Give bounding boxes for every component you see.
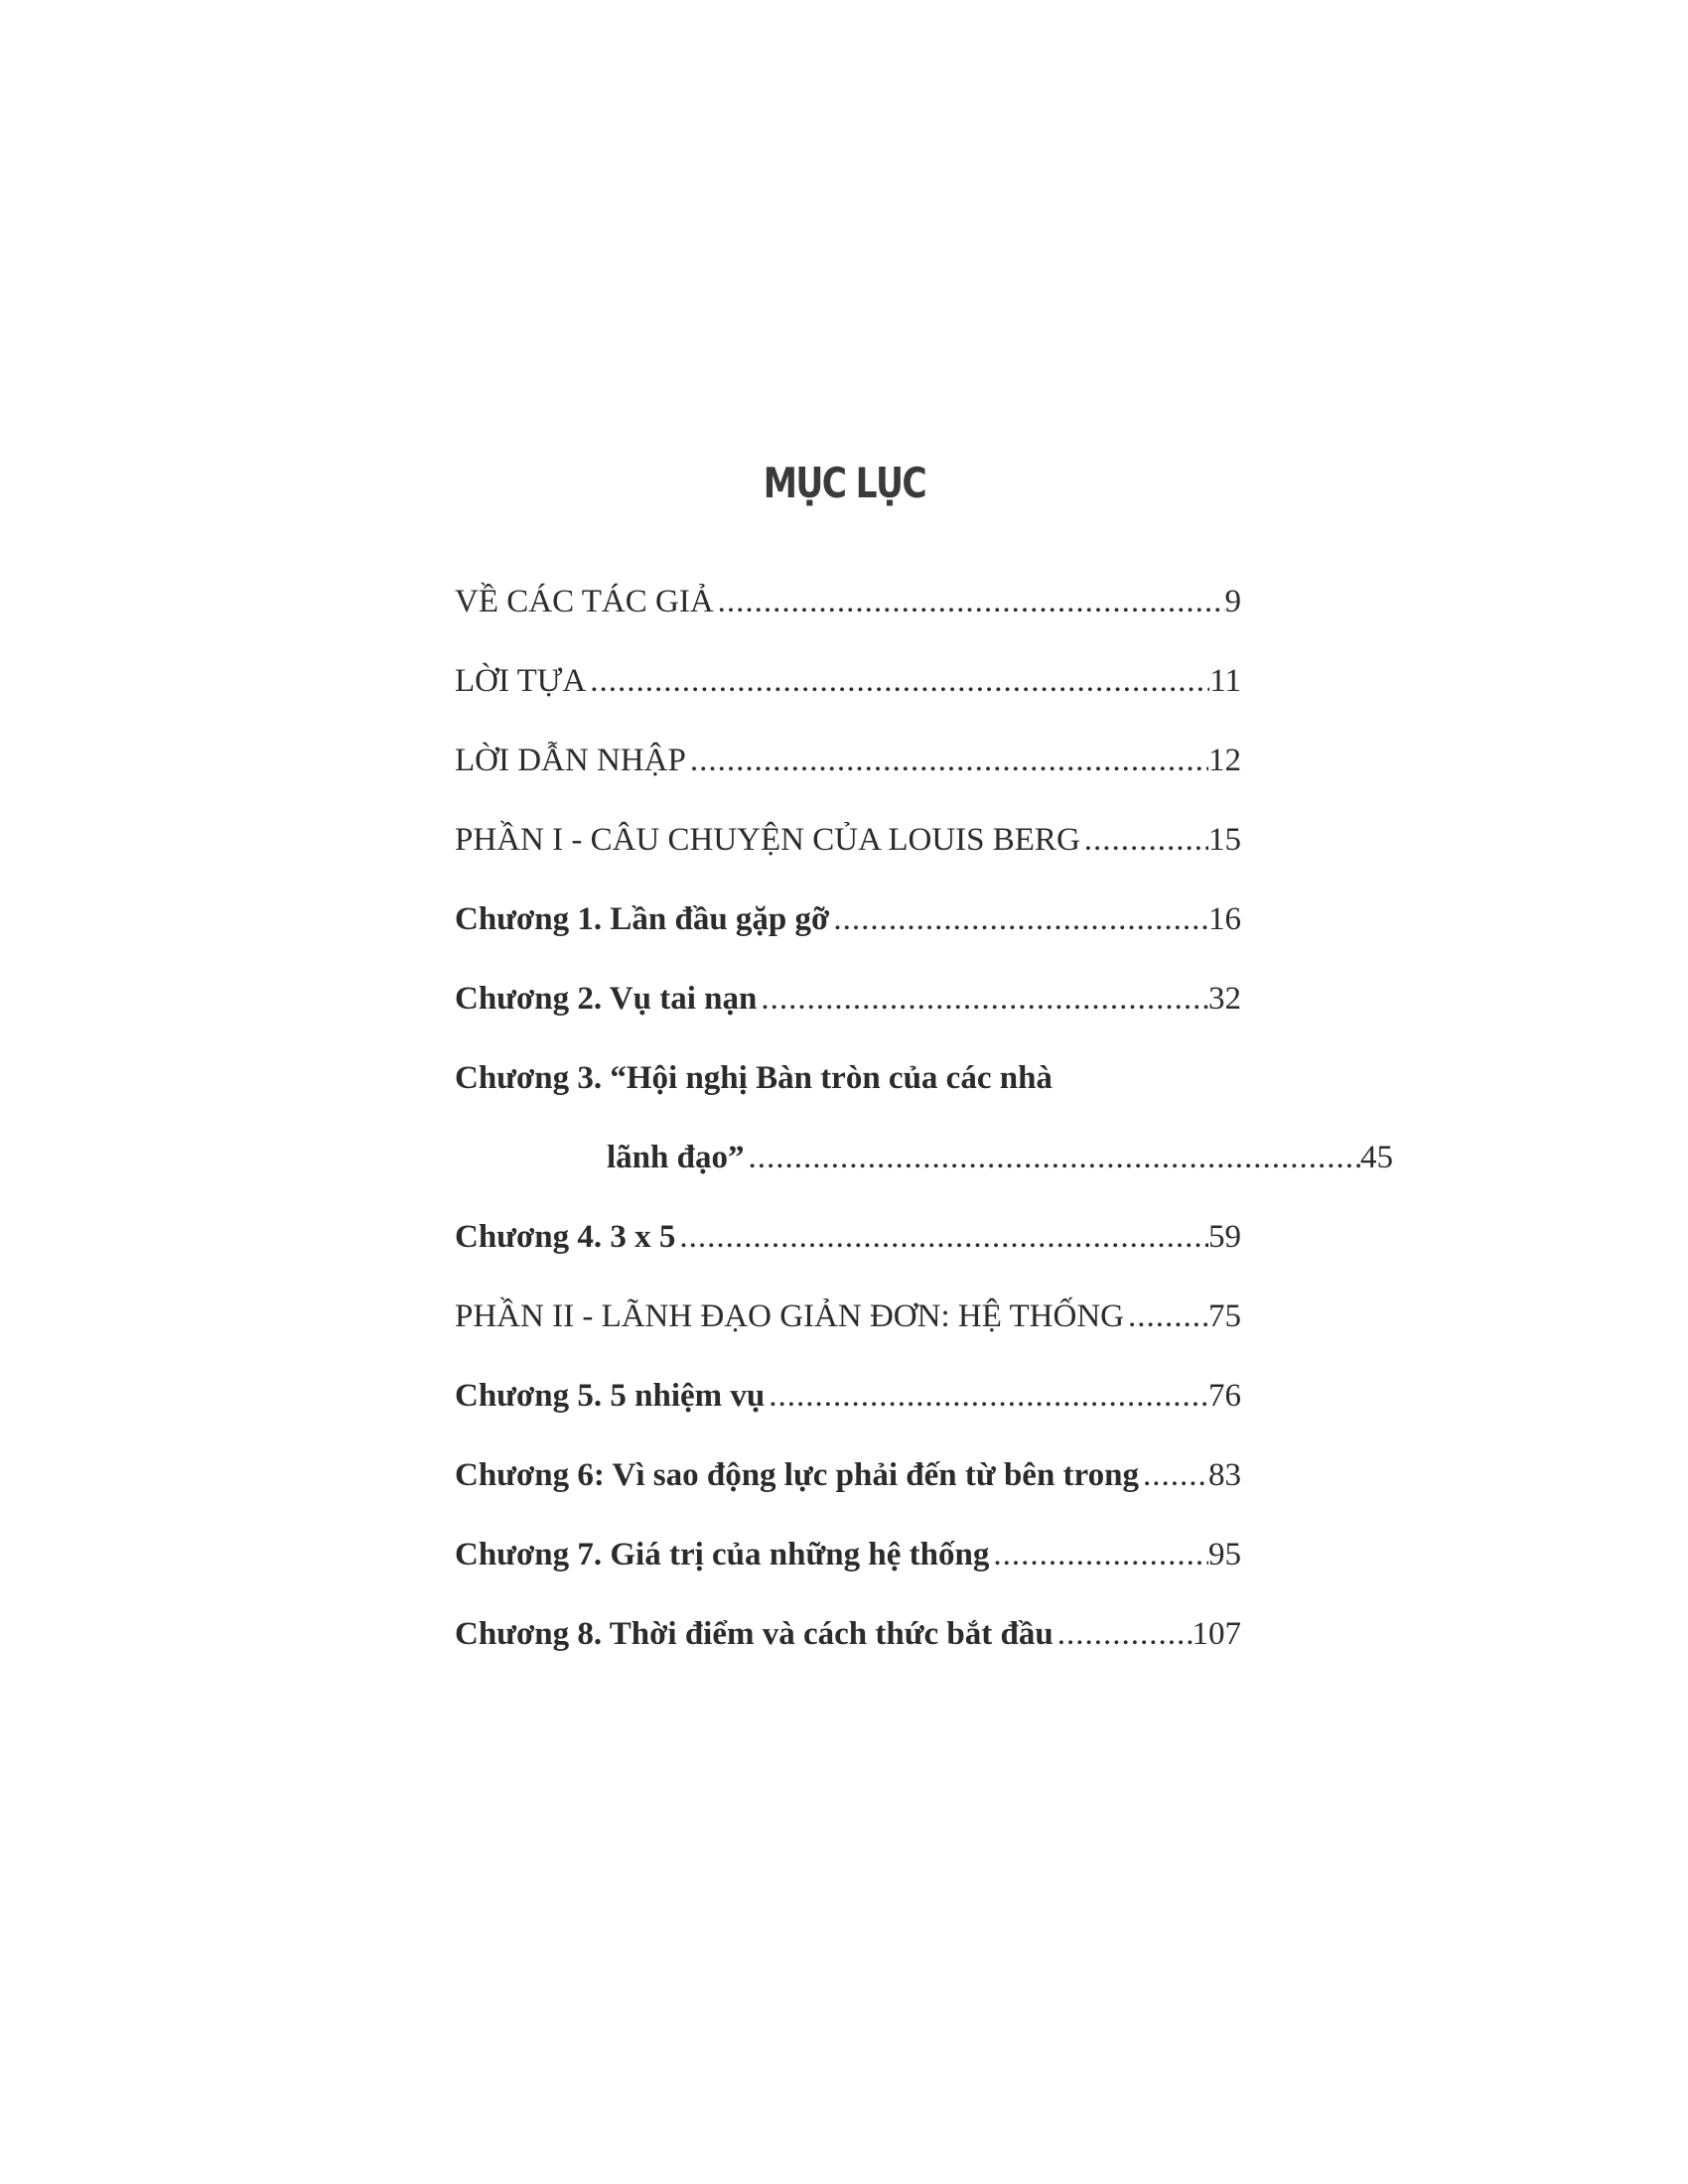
toc-entry-label: Chương 6: Vì sao động lực phải đến từ bên trong bbox=[455, 1457, 1139, 1493]
toc-entry-label: Chương 3. “Hội nghị Bàn tròn của các nhà bbox=[455, 1060, 1053, 1096]
toc-entry-chuong-5 bbox=[455, 1356, 1241, 1435]
toc-entry-chuong-3-line-1 bbox=[455, 1038, 1241, 1118]
toc-entry-label: Chương 8. Thời điểm và cách thức bắt đầu bbox=[455, 1616, 1054, 1652]
toc-entry-ve-cac-tac-gia bbox=[455, 562, 1241, 641]
toc-entry-chuong-3-line-2 bbox=[455, 1118, 1393, 1197]
toc-entry-loi-dan-nhap bbox=[455, 721, 1241, 800]
toc-entry-page-number: 45 bbox=[1360, 1140, 1393, 1175]
toc-entry-page-number: 76 bbox=[1208, 1378, 1241, 1414]
toc-entry-chuong-2 bbox=[455, 959, 1241, 1038]
toc-entry-page-number: 32 bbox=[1208, 981, 1241, 1017]
dot-leader bbox=[675, 1197, 1208, 1277]
toc-entry-page-number: 95 bbox=[1208, 1537, 1241, 1572]
toc-entry-page-number: 107 bbox=[1192, 1616, 1241, 1652]
dot-leader bbox=[1139, 1435, 1208, 1515]
toc-entry-label: Chương 1. Lần đầu gặp gỡ bbox=[455, 901, 830, 937]
dot-leader bbox=[1124, 1277, 1208, 1356]
page-title: MỤC LỤC bbox=[763, 459, 925, 507]
toc-entry-chuong-6 bbox=[455, 1435, 1241, 1515]
dot-leader bbox=[714, 562, 1225, 641]
toc-entry-page-number: 83 bbox=[1208, 1457, 1241, 1493]
dot-leader bbox=[686, 721, 1208, 800]
toc-entry-page-number: 59 bbox=[1208, 1219, 1241, 1255]
toc-entry-label: LỜI DẪN NHẬP bbox=[455, 743, 686, 778]
dot-leader bbox=[765, 1356, 1208, 1435]
dot-leader bbox=[989, 1515, 1208, 1594]
dot-leader bbox=[757, 959, 1208, 1038]
toc-entry-page-number: 12 bbox=[1208, 743, 1241, 778]
toc-entry-page-number: 11 bbox=[1209, 663, 1241, 699]
toc-entry-label: VỀ CÁC TÁC GIẢ bbox=[455, 584, 714, 619]
dot-leader bbox=[586, 641, 1209, 721]
toc-entry-page-number: 15 bbox=[1208, 822, 1241, 858]
toc-entry-chuong-7 bbox=[455, 1515, 1241, 1594]
dot-leader bbox=[1054, 1594, 1193, 1674]
dot-leader bbox=[829, 880, 1208, 959]
toc-entry-label: Chương 7. Giá trị của những hệ thống bbox=[455, 1537, 990, 1572]
dot-leader bbox=[1080, 800, 1208, 880]
toc-entry-label: PHẦN II - LÃNH ĐẠO GIẢN ĐƠN: HỆ THỐNG bbox=[455, 1298, 1124, 1334]
toc-entry-label: LỜI TỰA bbox=[455, 663, 587, 699]
toc-entry-label: Chương 4. 3 x 5 bbox=[455, 1219, 676, 1255]
toc-entry-label: lãnh đạo” bbox=[607, 1140, 745, 1175]
toc-entry-label: Chương 2. Vụ tai nạn bbox=[455, 981, 758, 1017]
toc-entry-chuong-4 bbox=[455, 1197, 1241, 1277]
table-of-contents bbox=[455, 562, 1393, 1674]
toc-entry-label: Chương 5. 5 nhiệm vụ bbox=[455, 1378, 766, 1414]
dot-leader bbox=[744, 1118, 1360, 1197]
toc-entry-loi-tua bbox=[455, 641, 1241, 721]
toc-entry-page-number: 9 bbox=[1224, 584, 1241, 619]
toc-entry-phan-2 bbox=[455, 1277, 1241, 1356]
toc-entry-phan-1 bbox=[455, 800, 1241, 880]
toc-entry-chuong-8 bbox=[455, 1594, 1241, 1674]
toc-entry-chuong-1 bbox=[455, 880, 1241, 959]
toc-entry-page-number: 16 bbox=[1208, 901, 1241, 937]
toc-entry-page-number: 75 bbox=[1208, 1298, 1241, 1334]
toc-entry-label: PHẦN I - CÂU CHUYỆN CỦA LOUIS BERG bbox=[455, 822, 1080, 858]
